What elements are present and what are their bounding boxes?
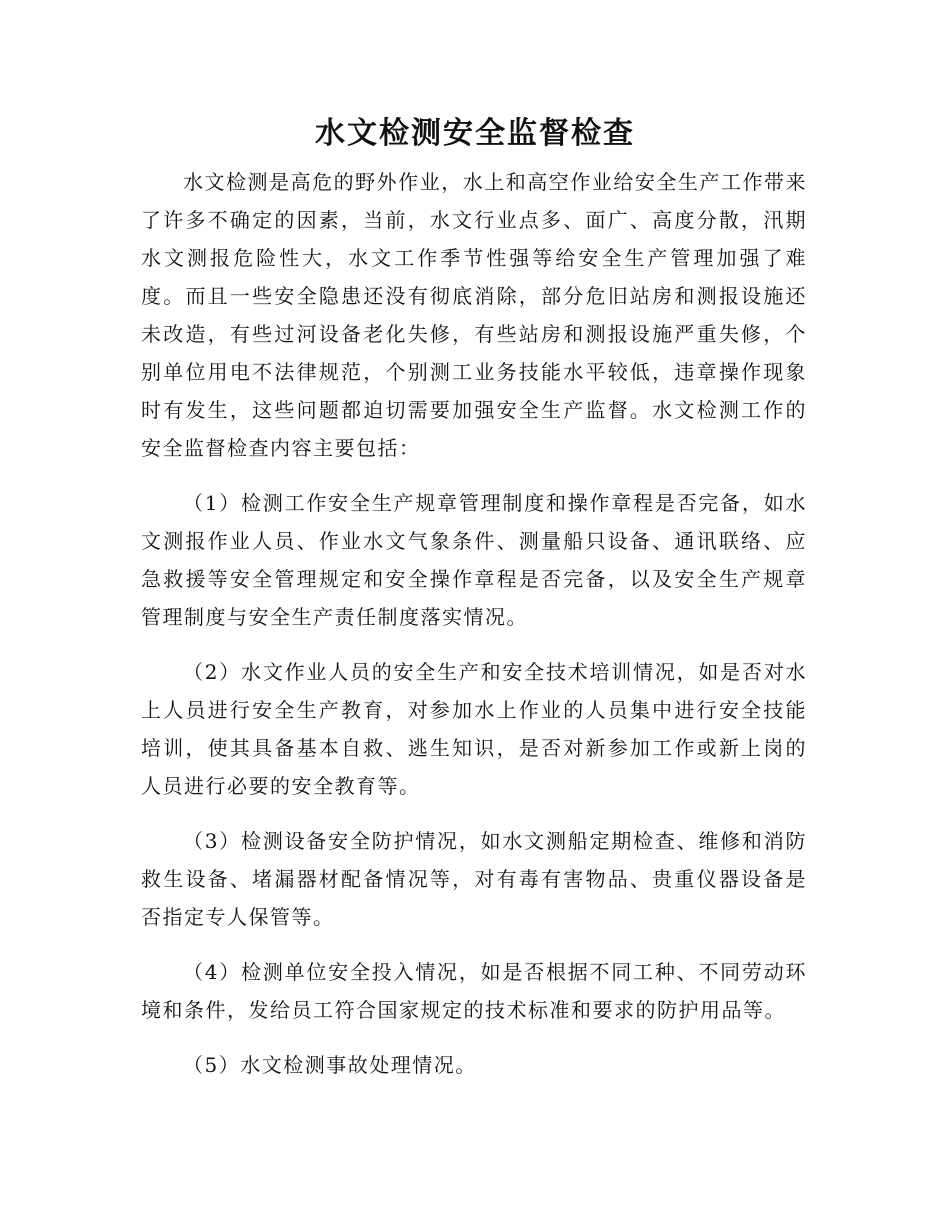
paragraph-item-2: （2）水文作业人员的安全生产和安全技术培训情况，如是否对水上人员进行安全生产教育，对参加水上作业的人员集中进行安全技能培训，使其具备基本自救、逃生知识，是否对新参加工作或新上岗的人员进行必要的安全教育等。	[141, 660, 807, 798]
document-title: 水文检测安全监督检查	[315, 116, 635, 151]
paragraph-item-4: （4）检测单位安全投入情况，如是否根据不同工种、不同劳动环境和条件，发给员工符合国家规定的技术标准和要求的防护用品等。	[141, 960, 807, 1022]
paragraph-item-5: （5）水文检测事故处理情况。	[183, 1053, 477, 1077]
paragraph-item-3: （3）检测设备安全防护情况，如水文测船定期检查、维修和消防救生设备、堵漏器材配备情况等，对有毒有害物品、贵重仪器设备是否指定专人保管等。	[141, 829, 807, 929]
document-body	[141, 163, 807, 1084]
paragraph-intro: 水文检测是高危的野外作业，水上和高空作业给安全生产工作带来了许多不确定的因素，当前，水文行业点多、面广、高度分散，汛期水文测报危险性大，水文工作季节性强等给安全生产管理加强了难度。而且一些安全隐患还没有彻底消除，部分危旧站房和测报设施还未改造，有些过河设备老化失修，有些站房和测报设施严重失修，个别单位用电不法律规范，个别测工业务技能水平较低，违章操作现象时有发生，这些问题都迫切需要加强安全生产监督。水文检测工作的安全监督检查内容主要包括：	[141, 170, 807, 460]
paragraph-item-1: （1）检测工作安全生产规章管理制度和操作章程是否完备，如水文测报作业人员、作业水文气象条件、测量船只设备、通讯联络、应急救援等安全管理规定和安全操作章程是否完备，以及安全生产规章管理制度与安全生产责任制度落实情况。	[141, 491, 807, 629]
